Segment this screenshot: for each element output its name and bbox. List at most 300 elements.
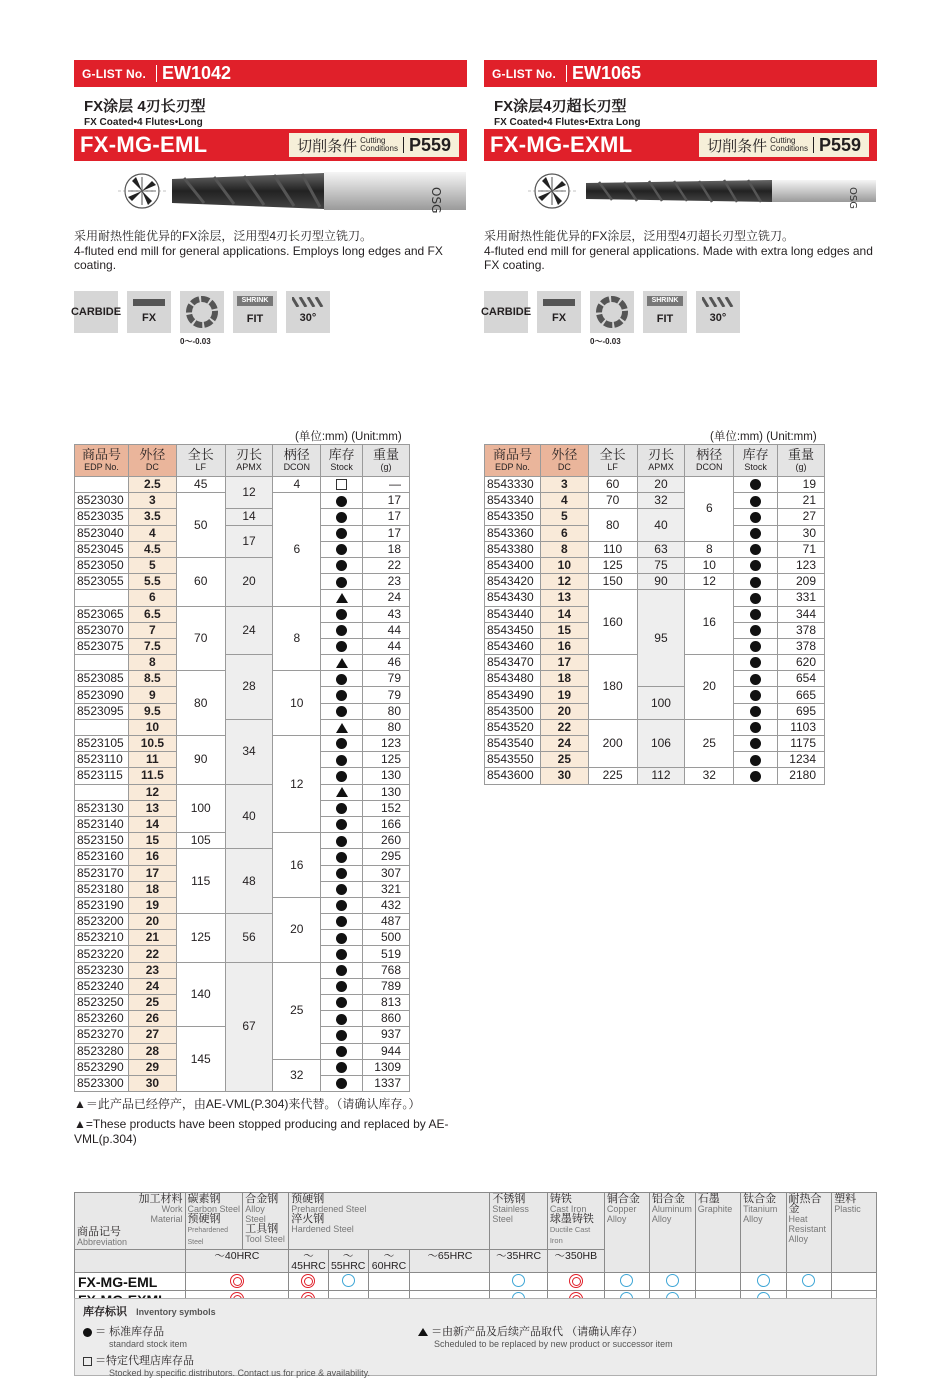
apmx-cell: 40 xyxy=(225,784,273,849)
edp-cell: 8523260 xyxy=(75,1011,129,1027)
suitable-icon xyxy=(512,1274,525,1287)
dc-cell: 8.5 xyxy=(128,671,176,687)
edp-cell: 8523170 xyxy=(75,865,129,881)
stock-cell xyxy=(321,1011,363,1027)
tolerance-icon xyxy=(180,291,224,346)
weight-cell: 18 xyxy=(363,541,410,557)
tool-illustration xyxy=(74,161,467,221)
stock-cell xyxy=(321,638,363,654)
dc-cell: 3 xyxy=(540,477,588,493)
standard-stock-icon xyxy=(336,496,347,507)
lf-cell: 225 xyxy=(588,768,637,784)
lf-cell: 90 xyxy=(176,736,225,785)
standard-stock-icon xyxy=(336,609,347,620)
edp-cell xyxy=(75,655,129,671)
standard-stock-icon xyxy=(336,1014,347,1025)
model-name: FX-MG-EXML xyxy=(490,132,633,157)
dc-cell: 13 xyxy=(540,590,588,606)
edp-cell: 8523115 xyxy=(75,768,129,784)
tolerance-label: 0～-0.03 xyxy=(590,337,621,346)
stock-cell xyxy=(321,541,363,557)
stock-cell xyxy=(321,833,363,849)
lf-cell: 100 xyxy=(176,784,225,833)
stock-cell xyxy=(321,509,363,525)
dcon-cell: 20 xyxy=(273,897,321,962)
apmx-cell: 63 xyxy=(637,541,685,557)
edp-cell xyxy=(75,784,129,800)
desc-cn: 采用耐热性能优异的FX涂层，泛用型4刃超长刃型立铣刀。 xyxy=(484,229,795,243)
weight-cell: 768 xyxy=(363,962,410,978)
weight-cell: 22 xyxy=(363,557,410,573)
shrink-fit-icon: SHRINK FIT xyxy=(643,291,687,333)
table-row xyxy=(75,606,410,622)
cutting-conditions-link[interactable] xyxy=(699,133,869,157)
dc-cell: 17 xyxy=(540,655,588,671)
stock-cell xyxy=(321,946,363,962)
helix-angle-icon: 30° xyxy=(286,291,330,333)
dc-cell: 6.5 xyxy=(128,606,176,622)
dc-cell: 9 xyxy=(128,687,176,703)
edp-cell: 8543420 xyxy=(485,574,541,590)
edp-cell: 8543430 xyxy=(485,590,541,606)
weight-cell: 79 xyxy=(363,687,410,703)
weight-cell: 80 xyxy=(363,703,410,719)
stock-cell xyxy=(321,849,363,865)
weight-cell: 130 xyxy=(363,768,410,784)
weight-cell: 944 xyxy=(363,1043,410,1059)
dcon-cell: 10 xyxy=(685,557,734,573)
standard-stock-icon xyxy=(336,900,347,911)
weight-cell: 860 xyxy=(363,1011,410,1027)
weight-cell: 487 xyxy=(363,914,410,930)
stock-cell xyxy=(321,719,363,735)
edp-cell: 8543480 xyxy=(485,671,541,687)
dc-cell: 24 xyxy=(128,978,176,994)
standard-stock-icon xyxy=(336,577,347,588)
standard-stock-icon xyxy=(750,738,761,749)
end-mill-icon xyxy=(74,161,467,221)
dc-cell: 15 xyxy=(540,622,588,638)
edp-cell: 8523300 xyxy=(75,1075,129,1091)
lf-cell: 60 xyxy=(176,557,225,606)
product-title xyxy=(484,87,877,129)
stock-cell xyxy=(734,622,778,638)
stock-cell xyxy=(321,768,363,784)
apmx-cell: 48 xyxy=(225,849,273,914)
dcon-cell: 25 xyxy=(685,719,734,768)
discontinued-note xyxy=(74,1097,464,1147)
dc-cell: 4 xyxy=(540,493,588,509)
replaced-icon xyxy=(336,787,348,797)
dc-cell: 13 xyxy=(128,800,176,816)
mat-prehard: 预硬钢 Prehardened Steel 淬火钢 Hardened Steel xyxy=(289,1193,490,1250)
weight-cell: 152 xyxy=(363,800,410,816)
dcon-cell: 8 xyxy=(273,606,321,671)
dc-cell: 10.5 xyxy=(128,736,176,752)
stock-cell xyxy=(734,752,778,768)
cutting-conditions-link[interactable] xyxy=(289,133,459,157)
standard-stock-icon xyxy=(336,997,347,1008)
lf-cell: 45 xyxy=(176,477,225,493)
stock-cell xyxy=(734,541,778,557)
standard-stock-icon xyxy=(336,981,347,992)
edp-cell: 8523210 xyxy=(75,930,129,946)
edp-cell: 8543340 xyxy=(485,493,541,509)
dc-cell: 11.5 xyxy=(128,768,176,784)
weight-cell: 123 xyxy=(363,736,410,752)
dcon-cell: 25 xyxy=(273,962,321,1059)
spec-table-right xyxy=(484,444,825,785)
stock-cell xyxy=(734,703,778,719)
divider xyxy=(156,65,157,82)
dcon-cell: 16 xyxy=(273,833,321,898)
dc-cell: 6 xyxy=(128,590,176,606)
fx-coating-icon: FX xyxy=(537,291,581,333)
desc-cn: 采用耐热性能优异的FX涂层，泛用型4刃长刃型立铣刀。 xyxy=(74,229,373,243)
dc-cell: 15 xyxy=(128,833,176,849)
title-en: FX Coated•4 Flutes•Long xyxy=(84,117,203,128)
standard-stock-icon xyxy=(336,1062,347,1073)
edp-cell: 8543360 xyxy=(485,525,541,541)
edp-cell: 8523290 xyxy=(75,1059,129,1075)
standard-stock-icon xyxy=(336,965,347,976)
mat-heat-resistant: 耐热合金 Heat Resistant Alloy xyxy=(786,1193,832,1273)
weight-cell: 378 xyxy=(778,638,825,654)
edp-cell: 8523040 xyxy=(75,525,129,541)
table-header: 商品号 EDP No. 外径 DC 全长 LF 刃长 APMX 柄径 DCON 库存 Stock 重量 (g) xyxy=(485,445,825,477)
edp-cell: 8523220 xyxy=(75,946,129,962)
lf-cell: 80 xyxy=(176,671,225,736)
apmx-cell: 95 xyxy=(637,590,685,687)
table-row xyxy=(75,849,410,865)
stock-cell xyxy=(734,768,778,784)
standard-stock-icon xyxy=(336,512,347,523)
dc-cell: 2.5 xyxy=(128,477,176,493)
stock-cell xyxy=(321,671,363,687)
weight-cell: — xyxy=(363,477,410,493)
edp-cell: 8523200 xyxy=(75,914,129,930)
standard-stock-icon xyxy=(336,1078,347,1089)
weight-cell: 27 xyxy=(778,509,825,525)
cond-cn: 切削条件 xyxy=(297,137,358,155)
dc-cell: 4 xyxy=(128,525,176,541)
dc-cell: 14 xyxy=(128,816,176,832)
weight-cell: 307 xyxy=(363,865,410,881)
edp-cell: 8543500 xyxy=(485,703,541,719)
edp-cell: 8523240 xyxy=(75,978,129,994)
mat-graphite: 石墨 Graphite xyxy=(695,1193,740,1273)
lf-cell: 145 xyxy=(176,1027,225,1092)
dcon-cell: 12 xyxy=(685,574,734,590)
dc-cell: 12 xyxy=(128,784,176,800)
dcon-cell: 6 xyxy=(685,477,734,542)
dc-cell: 25 xyxy=(540,752,588,768)
tolerance-label: 0～-0.03 xyxy=(180,337,211,346)
replaced-icon xyxy=(336,658,348,668)
stock-cell xyxy=(734,671,778,687)
standard-stock-icon xyxy=(336,738,347,749)
weight-cell: 17 xyxy=(363,509,410,525)
dcon-cell: 10 xyxy=(273,671,321,736)
table-row xyxy=(75,557,410,573)
mat-stainless: 不锈钢 Stainless Steel xyxy=(490,1193,547,1250)
mat-alloy: 合金钢 Alloy Steel 工具钢 Tool Steel xyxy=(243,1193,289,1250)
standard-stock-icon xyxy=(750,479,761,490)
dc-cell: 16 xyxy=(128,849,176,865)
weight-cell: 44 xyxy=(363,638,410,654)
weight-cell: 1309 xyxy=(363,1059,410,1075)
standard-stock-icon xyxy=(336,674,347,685)
replaced-icon xyxy=(336,723,348,733)
desc-en: 4-fluted end mill for general applications. Made with extra long edges and FX coating. xyxy=(484,243,873,272)
stock-cell xyxy=(321,881,363,897)
standard-stock-icon xyxy=(336,706,347,717)
stock-cell xyxy=(321,865,363,881)
standard-stock-icon xyxy=(83,1328,92,1337)
apmx-cell: 20 xyxy=(225,557,273,606)
cond-page: P559 xyxy=(818,134,861,155)
hrc-60: ～60HRC xyxy=(368,1250,410,1273)
stock-cell xyxy=(321,914,363,930)
weight-cell: 937 xyxy=(363,1027,410,1043)
hrc-55: ～55HRC xyxy=(328,1250,368,1273)
edp-cell: 8543400 xyxy=(485,557,541,573)
dc-cell: 6 xyxy=(540,525,588,541)
weight-cell: 331 xyxy=(778,590,825,606)
stock-cell xyxy=(321,978,363,994)
dc-cell: 22 xyxy=(540,719,588,735)
standard-stock-icon xyxy=(750,641,761,652)
standard-stock-icon xyxy=(750,771,761,782)
lf-cell: 200 xyxy=(588,719,637,768)
edp-cell: 8523110 xyxy=(75,752,129,768)
weight-cell: 125 xyxy=(363,752,410,768)
edp-cell: 8543350 xyxy=(485,509,541,525)
weight-cell: 24 xyxy=(363,590,410,606)
note-en: ▲=These products have been stopped producing and replaced by AE-VML(p.304) xyxy=(74,1117,449,1146)
edp-cell: 8543450 xyxy=(485,622,541,638)
edp-cell: 8523180 xyxy=(75,881,129,897)
edp-cell: 8523095 xyxy=(75,703,129,719)
svg-text:OSG: OSG xyxy=(429,187,443,214)
apmx-cell: 20 xyxy=(637,477,685,493)
dcon-cell: 4 xyxy=(273,477,321,493)
fx-coating-icon: FX xyxy=(127,291,171,333)
divider xyxy=(813,137,814,153)
edp-cell xyxy=(75,477,129,493)
product-title xyxy=(74,87,467,129)
inv-title-cn: 库存标识 xyxy=(83,1306,127,1318)
stock-cell xyxy=(734,574,778,590)
hrc-40: ～40HRC xyxy=(185,1250,289,1273)
weight-cell: 813 xyxy=(363,995,410,1011)
table-header: 商品号 EDP No. 外径 DC 全长 LF 刃长 APMX 柄径 DCON 库存 Stock 重量 (g) xyxy=(75,445,410,477)
mat-carbon: 碳素钢 Carbon Steel 预硬钢 Prehardened Steel xyxy=(185,1193,243,1250)
glist-label: G-LIST No. xyxy=(492,66,556,81)
standard-stock-icon xyxy=(750,593,761,604)
table-row xyxy=(75,509,410,525)
feature-icons-left xyxy=(70,291,330,346)
stock-cell xyxy=(321,557,363,573)
edp-cell: 8523160 xyxy=(75,849,129,865)
dc-cell: 21 xyxy=(128,930,176,946)
dc-cell: 20 xyxy=(128,914,176,930)
edp-cell: 8543380 xyxy=(485,541,541,557)
desc-en: 4-fluted end mill for general applications. Employs long edges and FX coating. xyxy=(74,243,443,272)
inventory-legend: 库存标识 Inventory symbols ＝ 标准库存品 standard stock item ＝由新产品及后续产品取代 （请确认库存） Scheduled to be replaced by new product or successor item ＝特定代理店库存品 Stocked by specific distributors. Contact us for price & availability. xyxy=(74,1298,877,1376)
edp-cell: 8543520 xyxy=(485,719,541,735)
standard-stock-icon xyxy=(336,949,347,960)
stock-cell xyxy=(734,655,778,671)
glist-number: EW1042 xyxy=(162,63,232,83)
apmx-cell: 112 xyxy=(637,768,685,784)
distributor-stock-icon xyxy=(336,479,347,490)
weight-cell: 30 xyxy=(778,525,825,541)
dc-cell: 23 xyxy=(128,962,176,978)
table-row xyxy=(485,541,825,557)
edp-cell: 8543540 xyxy=(485,736,541,752)
dc-cell: 30 xyxy=(540,768,588,784)
stock-cell xyxy=(321,930,363,946)
edp-cell: 8523250 xyxy=(75,995,129,1011)
edp-cell: 8523150 xyxy=(75,833,129,849)
edp-cell: 8523075 xyxy=(75,638,129,654)
helix-angle-icon: 30° xyxy=(696,291,740,333)
weight-cell: 71 xyxy=(778,541,825,557)
standard-stock-icon xyxy=(750,722,761,733)
apmx-cell: 56 xyxy=(225,914,273,963)
table-row xyxy=(75,477,410,493)
cond-en: Cutting Conditions xyxy=(360,136,398,153)
table-row xyxy=(485,687,825,703)
edp-cell: 8523030 xyxy=(75,493,129,509)
weight-cell: 378 xyxy=(778,622,825,638)
dc-cell: 7 xyxy=(128,622,176,638)
dc-cell: 24 xyxy=(540,736,588,752)
weight-cell: 260 xyxy=(363,833,410,849)
apmx-cell: 28 xyxy=(225,655,273,720)
weight-cell: 21 xyxy=(778,493,825,509)
edp-cell: 8523270 xyxy=(75,1027,129,1043)
weight-cell: 44 xyxy=(363,622,410,638)
lf-cell: 70 xyxy=(588,493,637,509)
weight-cell: 789 xyxy=(363,978,410,994)
dc-cell: 12 xyxy=(540,574,588,590)
stock-cell xyxy=(734,509,778,525)
end-mill-icon xyxy=(484,161,877,221)
distributor-stock-icon xyxy=(83,1357,92,1366)
material-table xyxy=(74,1192,877,1309)
weight-cell: 1337 xyxy=(363,1075,410,1091)
apmx-cell: 17 xyxy=(225,525,273,557)
weight-cell: 519 xyxy=(363,946,410,962)
hb-350: ～350HB xyxy=(547,1250,604,1273)
edp-cell: 8523190 xyxy=(75,897,129,913)
standard-stock-icon xyxy=(336,868,347,879)
edp-cell: 8543460 xyxy=(485,638,541,654)
lf-cell: 180 xyxy=(588,655,637,720)
table-row xyxy=(485,477,825,493)
stock-cell xyxy=(321,800,363,816)
weight-cell: 1175 xyxy=(778,736,825,752)
best-suited-icon xyxy=(569,1274,583,1288)
stock-cell xyxy=(321,703,363,719)
edp-cell xyxy=(75,719,129,735)
edp-cell: 8543470 xyxy=(485,655,541,671)
mat-copper: 铜合金 Copper Alloy xyxy=(604,1193,649,1273)
stock-cell xyxy=(321,655,363,671)
table-row xyxy=(75,914,410,930)
stock-cell xyxy=(734,493,778,509)
standard-stock-icon xyxy=(336,641,347,652)
table-row xyxy=(485,557,825,573)
edp-cell: 8523045 xyxy=(75,541,129,557)
weight-cell: 500 xyxy=(363,930,410,946)
weight-cell: 620 xyxy=(778,655,825,671)
standard-stock-icon xyxy=(336,819,347,830)
weight-cell: 123 xyxy=(778,557,825,573)
apmx-cell: 75 xyxy=(637,557,685,573)
mat-titanium: 钛合金 Titanium Alloy xyxy=(741,1193,786,1273)
model-name: FX-MG-EML xyxy=(80,132,208,157)
title-en: FX Coated•4 Flutes•Extra Long xyxy=(494,117,641,128)
stock-cell xyxy=(321,752,363,768)
glist-bar xyxy=(74,60,467,87)
weight-cell: 46 xyxy=(363,655,410,671)
dc-cell: 14 xyxy=(540,606,588,622)
weight-cell: 130 xyxy=(363,784,410,800)
dc-cell: 25 xyxy=(128,995,176,1011)
standard-stock-icon xyxy=(750,674,761,685)
apmx-cell: 24 xyxy=(225,606,273,655)
weight-cell: 1103 xyxy=(778,719,825,735)
description xyxy=(484,229,877,273)
dc-cell: 9.5 xyxy=(128,703,176,719)
standard-stock-icon xyxy=(336,771,347,782)
apmx-cell: 100 xyxy=(637,687,685,719)
dc-cell: 3 xyxy=(128,493,176,509)
carbide-icon: CARBIDE xyxy=(484,291,528,333)
weight-cell: 79 xyxy=(363,671,410,687)
weight-cell: 17 xyxy=(363,525,410,541)
standard-stock-icon xyxy=(336,852,347,863)
stock-cell xyxy=(734,525,778,541)
standard-stock-icon xyxy=(336,1030,347,1041)
apmx-cell: 90 xyxy=(637,574,685,590)
dc-cell: 28 xyxy=(128,1043,176,1059)
best-suited-icon xyxy=(301,1274,315,1288)
stock-cell xyxy=(321,574,363,590)
dc-cell: 4.5 xyxy=(128,541,176,557)
dc-cell: 3.5 xyxy=(128,509,176,525)
stock-cell xyxy=(321,897,363,913)
stock-cell xyxy=(321,493,363,509)
cond-en: Cutting Conditions xyxy=(770,136,808,153)
dc-cell: 5 xyxy=(540,509,588,525)
standard-stock-icon xyxy=(750,512,761,523)
standard-stock-icon xyxy=(750,657,761,668)
table-row xyxy=(75,655,410,671)
mat-cast: 铸铁 Cast Iron 球墨铸铁 Ductile Cast Iron xyxy=(547,1193,604,1250)
standard-stock-icon xyxy=(336,884,347,895)
weight-cell: 17 xyxy=(363,493,410,509)
apmx-cell: 106 xyxy=(637,719,685,768)
table-row xyxy=(485,509,825,525)
stock-cell xyxy=(321,816,363,832)
note-cn: ▲＝此产品已经停产，由AE-VML(P.304)来代替。（请确认库存。） xyxy=(74,1097,421,1111)
standard-stock-icon xyxy=(750,625,761,636)
divider xyxy=(403,137,404,153)
